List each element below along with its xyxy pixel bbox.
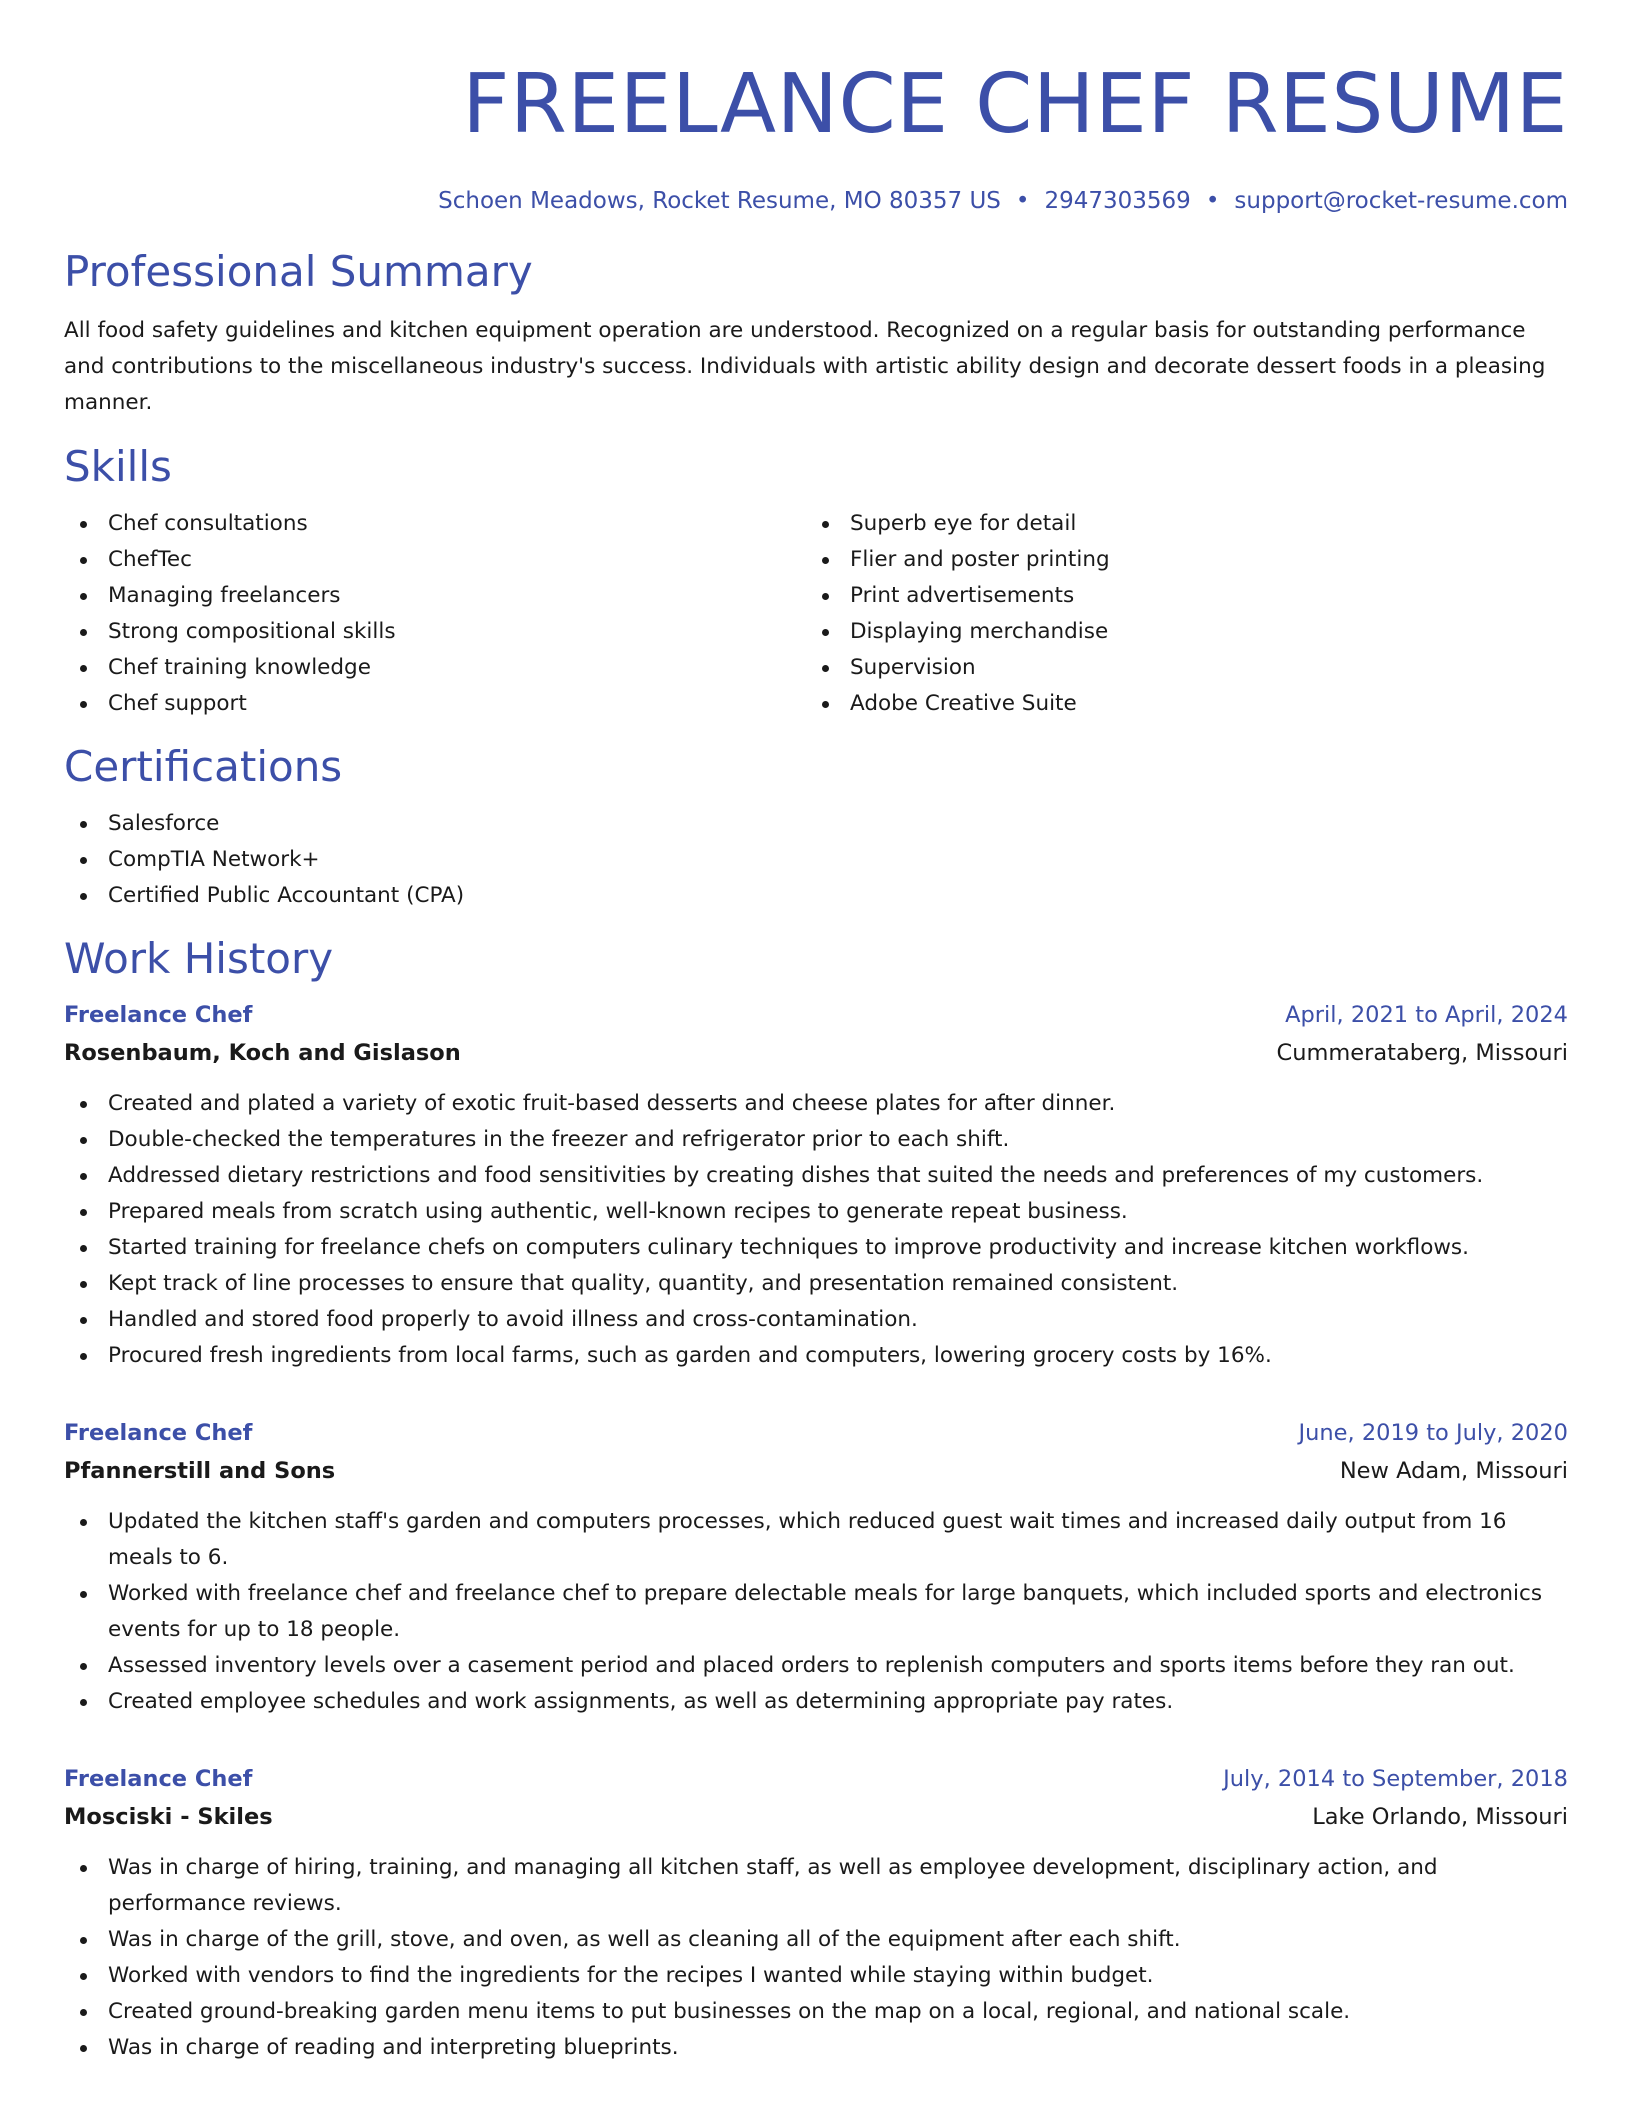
skills-columns	[64, 506, 1568, 722]
certifications-list	[64, 806, 1568, 914]
job-bullet: Created ground-breaking garden menu items to put businesses on the map on a local, regional, and national scale.	[64, 1994, 1568, 2030]
job-title: Freelance Chef	[64, 1766, 253, 1792]
job-bullet: Was in charge of reading and interpreting blueprints.	[64, 2030, 1568, 2066]
contact-line	[64, 186, 1568, 216]
job-company: Rosenbaum, Koch and Gislason	[64, 1040, 461, 1066]
job-bullet: Was in charge of the grill, stove, and oven, as well as cleaning all of the equipment after each shift.	[64, 1922, 1568, 1958]
skill-item: Chef consultations	[64, 506, 806, 542]
job-header-row	[64, 996, 1568, 1034]
certification-item: CompTIA Network+	[64, 842, 1568, 878]
job-subheader-row	[64, 1034, 1568, 1072]
contact-separator: •	[1205, 188, 1220, 214]
job-title: Freelance Chef	[64, 1002, 253, 1028]
job-bullets	[64, 1850, 1568, 2066]
skill-item: Print advertisements	[806, 578, 1548, 614]
skill-item: Superb eye for detail	[806, 506, 1548, 542]
job-location: New Adam, Missouri	[1339, 1458, 1568, 1484]
skill-item: Adobe Creative Suite	[806, 686, 1548, 722]
job-dates: April, 2021 to April, 2024	[1285, 1002, 1568, 1028]
work-history-heading: Work History	[64, 934, 334, 983]
skill-item: Supervision	[806, 650, 1548, 686]
job-bullets	[64, 1086, 1568, 1374]
certification-item: Certified Public Accountant (CPA)	[64, 878, 1568, 914]
job-dates: July, 2014 to September, 2018	[1223, 1766, 1568, 1792]
contact-address: Schoen Meadows, Rocket Resume, MO 80357 US	[438, 188, 1001, 214]
skill-item: Flier and poster printing	[806, 542, 1548, 578]
job-header-row	[64, 1414, 1568, 1452]
job-bullet: Double-checked the temperatures in the freezer and refrigerator prior to each shift.	[64, 1122, 1568, 1158]
skill-item: ChefTec	[64, 542, 806, 578]
resume-page	[64, 0, 1568, 2106]
contact-email: support@rocket-resume.com	[1234, 188, 1568, 214]
summary-heading: Professional Summary	[64, 247, 533, 296]
job-bullet: Kept track of line processes to ensure that quality, quantity, and presentation remained consistent.	[64, 1266, 1568, 1302]
job-location: Cummerataberg, Missouri	[1276, 1040, 1568, 1066]
job-bullet: Assessed inventory levels over a casement period and placed orders to replenish computers and sports items before they ran out.	[64, 1648, 1568, 1684]
job-entry	[64, 1760, 1568, 2066]
contact-phone: 2947303569	[1044, 188, 1191, 214]
skill-item: Managing freelancers	[64, 578, 806, 614]
certifications-heading: Certifications	[64, 742, 343, 791]
skill-item: Chef training knowledge	[64, 650, 806, 686]
job-entry	[64, 1414, 1568, 1720]
contact-separator: •	[1015, 188, 1030, 214]
skills-heading: Skills	[64, 442, 172, 491]
skill-item: Displaying merchandise	[806, 614, 1548, 650]
job-company: Pfannerstill and Sons	[64, 1458, 336, 1484]
job-bullet: Addressed dietary restrictions and food sensitivities by creating dishes that suited the needs and preferences of my customers.	[64, 1158, 1568, 1194]
job-company: Mosciski - Skiles	[64, 1804, 273, 1830]
job-subheader-row	[64, 1798, 1568, 1836]
skills-list-left	[64, 506, 806, 722]
job-bullet: Started training for freelance chefs on computers culinary techniques to improve productivity and increase kitchen workflows.	[64, 1230, 1568, 1266]
job-bullet: Updated the kitchen staff's garden and computers processes, which reduced guest wait times and increased daily output from 16 meals to 6.	[64, 1504, 1568, 1576]
job-bullet: Worked with freelance chef and freelance chef to prepare delectable meals for large banquets, which included sports and electronics events for up to 18 people.	[64, 1576, 1568, 1648]
job-bullet: Created and plated a variety of exotic fruit-based desserts and cheese plates for after dinner.	[64, 1086, 1568, 1122]
skill-item: Strong compositional skills	[64, 614, 806, 650]
job-dates: June, 2019 to July, 2020	[1298, 1420, 1568, 1446]
summary-text: All food safety guidelines and kitchen equipment operation are understood. Recognized on a regular basis for outstanding performance and contributions to the miscellaneous industry's success. Individuals with artistic ability design and decorate dessert foods in a pleasing manner.	[64, 318, 1546, 415]
job-location: Lake Orlando, Missouri	[1312, 1804, 1568, 1830]
job-bullet: Worked with vendors to find the ingredients for the recipes I wanted while staying within budget.	[64, 1958, 1568, 1994]
job-bullets	[64, 1504, 1568, 1720]
job-header-row	[64, 1760, 1568, 1798]
certification-item: Salesforce	[64, 806, 1568, 842]
skills-list-right	[806, 506, 1548, 722]
job-title: Freelance Chef	[64, 1420, 253, 1446]
job-bullet: Procured fresh ingredients from local farms, such as garden and computers, lowering grocery costs by 16%.	[64, 1338, 1568, 1374]
job-entry	[64, 996, 1568, 1374]
job-subheader-row	[64, 1452, 1568, 1490]
job-bullet: Was in charge of hiring, training, and managing all kitchen staff, as well as employee development, disciplinary action, and performance reviews.	[64, 1850, 1568, 1922]
skill-item: Chef support	[64, 686, 806, 722]
job-bullet: Created employee schedules and work assignments, as well as determining appropriate pay rates.	[64, 1684, 1568, 1720]
resume-title: FREELANCE CHEF RESUME	[462, 57, 1568, 152]
job-bullet: Handled and stored food properly to avoid illness and cross-contamination.	[64, 1302, 1568, 1338]
job-bullet: Prepared meals from scratch using authentic, well-known recipes to generate repeat business.	[64, 1194, 1568, 1230]
